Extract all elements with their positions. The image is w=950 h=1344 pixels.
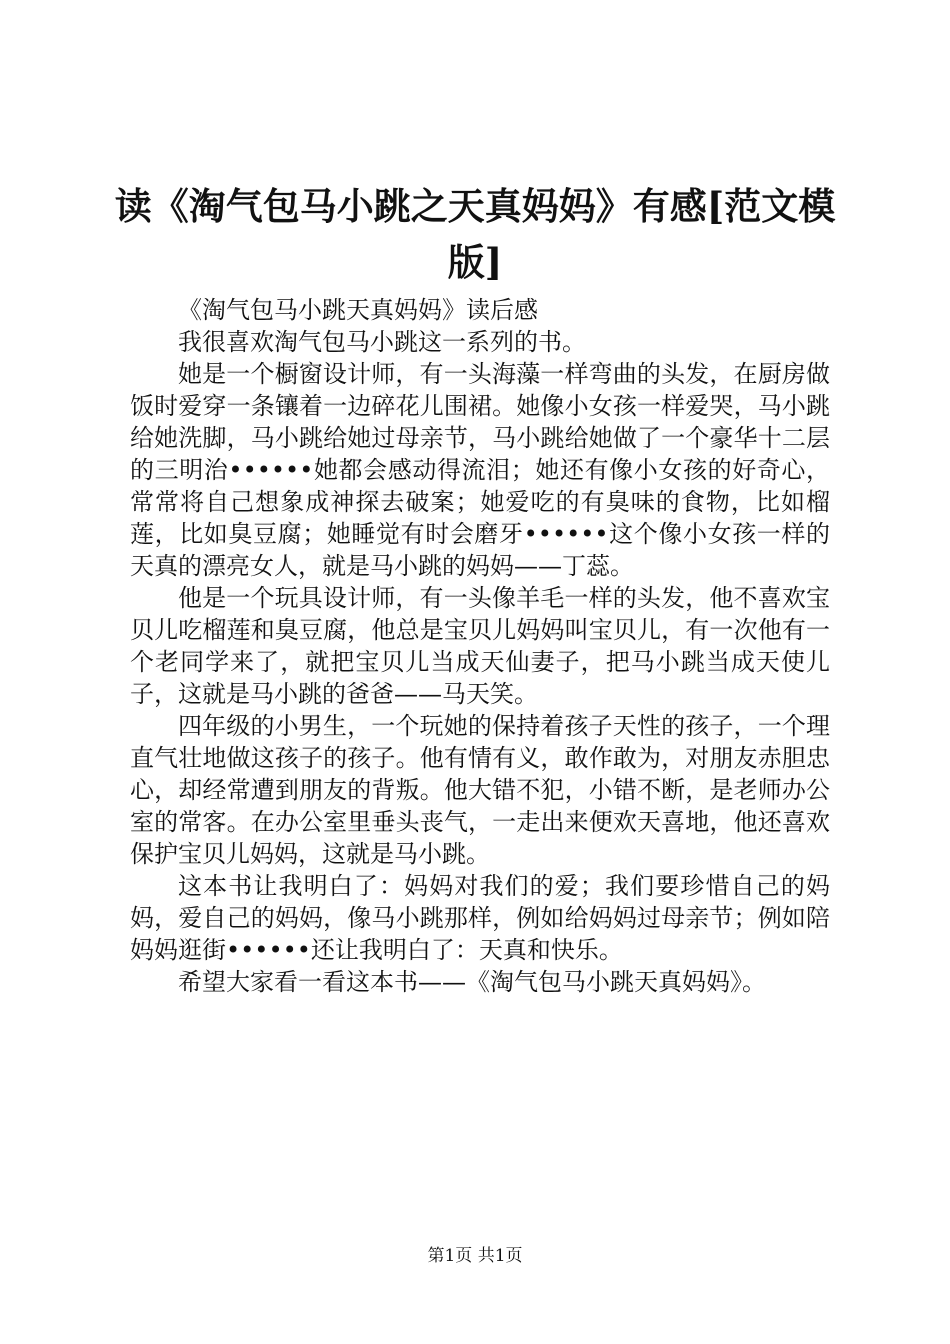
paragraph-mother: 她是一个橱窗设计师，有一头海藻一样弯曲的头发，在厨房做饭时爱穿一条镶着一边碎花儿围裙。她像小女孩一样爱哭，马小跳给她洗脚，马小跳给她过母亲节，马小跳给她做了一个豪华十二层的三明治••••••她都会感动得流泪；她还有像小女孩的好奇心，常常将自己想象成神探去破案；她爱吃的有臭味的食物，比如榴莲，比如臭豆腐；她睡觉有时会磨牙••••••这个像小女孩一样的天真的漂亮女人，就是马小跳的妈妈——丁蕊。 — [130, 360, 830, 580]
paragraph-intro: 我很喜欢淘气包马小跳这一系列的书。 — [178, 328, 586, 356]
paragraph-recommendation: 希望大家看一看这本书——《淘气包马小跳天真妈妈》。 — [178, 968, 766, 996]
paragraph-lesson: 这本书让我明白了：妈妈对我们的爱；我们要珍惜自己的妈妈，爱自己的妈妈，像马小跳那样，例如给妈妈过母亲节；例如陪妈妈逛街••••••还让我明白了：天真和快乐。 — [130, 872, 830, 964]
paragraph-father: 他是一个玩具设计师，有一头像羊毛一样的头发，他不喜欢宝贝儿吃榴莲和臭豆腐，他总是宝贝儿妈妈叫宝贝儿，有一次他有一个老同学来了，就把宝贝儿当成天仙妻子，把马小跳当成天使儿子，这就是马小跳的爸爸——马天笑。 — [130, 584, 830, 708]
paragraph-ma-xiaotiao: 四年级的小男生，一个玩她的保持着孩子天性的孩子，一个理直气壮地做这孩子的孩子。他有情有义，敢作敢为，对朋友赤胆忠心，却经常遭到朋友的背叛。他大错不犯，小错不断，是老师办公室的常客。在办公室里垂头丧气，一走出来便欢天喜地，他还喜欢保护宝贝儿妈妈，这就是马小跳。 — [130, 712, 830, 868]
document-title: 读《淘气包马小跳之天真妈妈》有感[范文模版] — [114, 184, 836, 284]
paragraph-book-title: 《淘气包马小跳天真妈妈》读后感 — [178, 296, 538, 324]
document-body — [130, 294, 830, 998]
page-footer: 第1页 共1页 — [427, 1246, 523, 1266]
